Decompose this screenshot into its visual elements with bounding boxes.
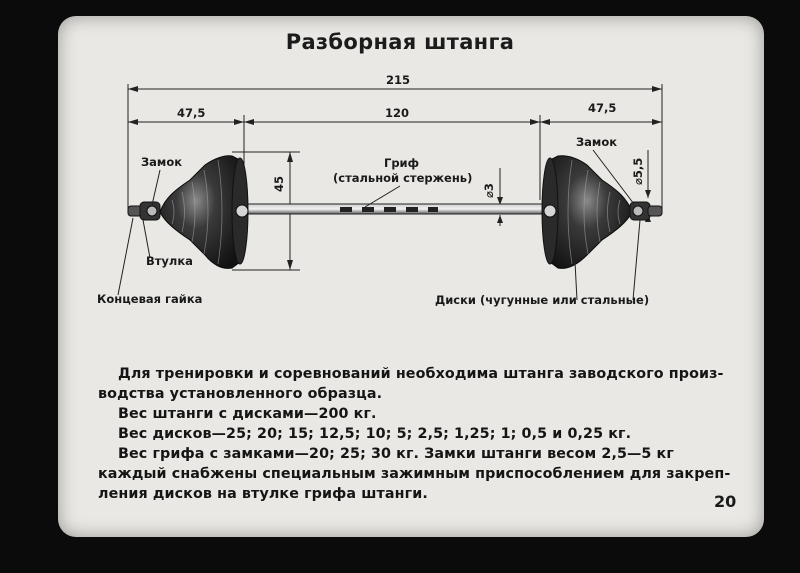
right-end bbox=[630, 202, 662, 220]
dim-disc-height: 45 bbox=[272, 175, 286, 192]
label-end-nut: Концевая гайка bbox=[97, 292, 203, 306]
text-line: Вес дисков—25; 20; 15; 12,5; 10; 5; 2,5; 1,25; 1; 0,5 и 0,25 кг. bbox=[118, 426, 632, 442]
right-disc-stack bbox=[542, 156, 632, 269]
label-bar: Гриф bbox=[384, 156, 420, 170]
text-line: ления дисков на втулке грифа штанги. bbox=[98, 486, 428, 502]
text-line: Вес грифа с замками—20; 25; 30 кг. Замки штанги весом 2,5—5 кг bbox=[118, 446, 674, 462]
bar-shaft bbox=[238, 204, 558, 214]
left-end bbox=[128, 202, 160, 220]
text-line: каждый снабжены специальным зажимным приспособлением для закреп- bbox=[98, 466, 731, 482]
page-title: Разборная штанга bbox=[285, 30, 515, 54]
label-sleeve: Втулка bbox=[146, 254, 193, 268]
dim-right: 47,5 bbox=[588, 101, 617, 115]
label-discs: Диски (чугунные или стальные) bbox=[435, 293, 650, 307]
text-line: водства установленного образца. bbox=[98, 386, 383, 402]
dim-middle: 120 bbox=[385, 106, 410, 120]
label-lock-right: Замок bbox=[576, 135, 618, 149]
dim-collar-diameter: ⌀5,5 bbox=[631, 157, 645, 185]
label-lock-left: Замок bbox=[141, 155, 183, 169]
dim-left: 47,5 bbox=[177, 106, 206, 120]
text-line: Вес штанги с дисками—200 кг. bbox=[118, 406, 377, 422]
dim-bar-diameter: ⌀3 bbox=[482, 183, 496, 198]
left-disc-stack bbox=[160, 156, 248, 269]
description-text bbox=[98, 364, 731, 504]
label-bar-desc: (стальной стержень) bbox=[333, 171, 473, 185]
text-line: Для тренировки и соревнований необходима штанга заводского произ- bbox=[118, 366, 724, 382]
dim-total: 215 bbox=[386, 73, 411, 87]
page-number: 20 bbox=[714, 492, 737, 511]
